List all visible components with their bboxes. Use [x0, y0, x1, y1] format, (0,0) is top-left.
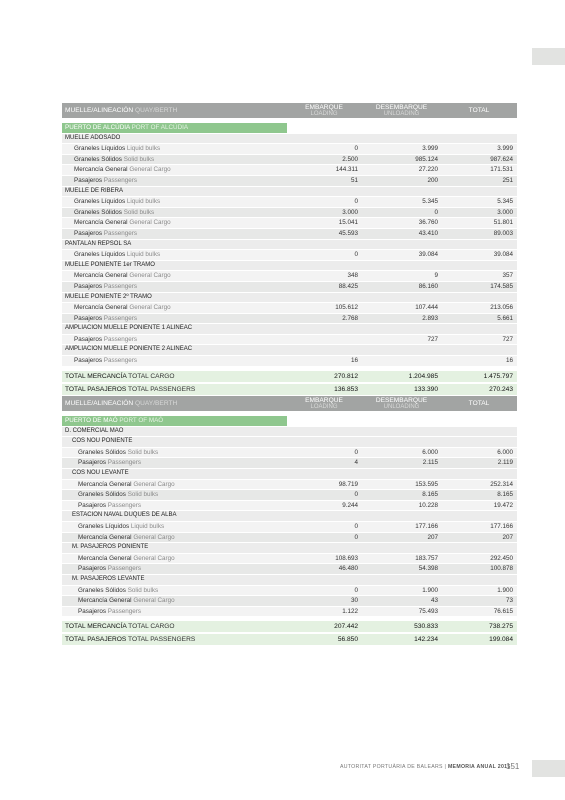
header-unloading: [362, 396, 442, 412]
row-label-en: General Cargo: [129, 219, 171, 227]
row-label-es: Mercancía General: [78, 597, 132, 605]
row-label-en: Passengers: [107, 607, 142, 615]
table-row: [62, 521, 517, 532]
row-label: [62, 553, 287, 564]
total-unloading-value: 530.833: [362, 621, 442, 634]
row-label-en: General Cargo: [129, 166, 171, 174]
unloading-value: 6.000: [362, 447, 442, 458]
total-label-es: TOTAL MERCANCÍA: [65, 372, 127, 380]
total-value: 6.000: [442, 447, 517, 458]
port-name-es: PUERTO DE MAÓ: [65, 417, 118, 424]
loading-value: 3.000: [287, 207, 362, 218]
table-header-row: [62, 396, 517, 412]
row-label-en: Passengers: [103, 176, 138, 184]
table-row: [62, 281, 517, 292]
port-name: [62, 123, 287, 134]
row-label-es: Graneles Líquidos: [74, 251, 126, 259]
row-label-es: Mercancía General: [74, 272, 128, 280]
unloading-value: 183.757: [362, 553, 442, 564]
table-row: [62, 532, 517, 543]
total-value: 39.084: [442, 250, 517, 261]
total-total-value: 199.084: [442, 633, 517, 646]
loading-value: 30: [287, 596, 362, 607]
total-value: 292.450: [442, 553, 517, 564]
group-row: [62, 543, 517, 554]
row-label: [62, 250, 287, 261]
row-label-es: Pasajeros: [74, 282, 103, 290]
group-name: AMPLIACIÓN MUELLE PONIENTE 2 ALINEAC: [62, 345, 287, 356]
loading-value: 105.612: [287, 303, 362, 314]
row-label-es: Graneles Sólidos: [78, 491, 126, 499]
total-value: 727: [442, 334, 517, 345]
row-label-en: Solid bulks: [127, 491, 159, 499]
row-label-es: Pasajeros: [78, 459, 107, 467]
row-label: [62, 521, 287, 532]
footer-report-title: MEMORIA ANUAL 2015: [447, 764, 511, 770]
total-value: 73: [442, 596, 517, 607]
row-label-en: Passengers: [103, 357, 138, 365]
unloading-value: 54.398: [362, 564, 442, 575]
group-name: MUELLE DE RIBERA: [62, 186, 287, 197]
row-label-es: Mercancía General: [74, 304, 128, 312]
row-label-en: Liquid bulks: [126, 198, 161, 206]
total-value: 51.801: [442, 218, 517, 229]
loading-value: 51: [287, 175, 362, 186]
unloading-value: 1.900: [362, 585, 442, 596]
row-label-es: Graneles Líquidos: [74, 145, 126, 153]
total-value: 171.531: [442, 165, 517, 176]
loading-value: 108.693: [287, 553, 362, 564]
loading-value: 0: [287, 144, 362, 155]
unloading-value: 43.410: [362, 228, 442, 239]
row-label-en: Liquid bulks: [130, 522, 165, 530]
table-row: [62, 165, 517, 176]
loading-value: 0: [287, 532, 362, 543]
header-total: [442, 103, 517, 119]
total-row: [62, 383, 517, 396]
header-total: [442, 396, 517, 412]
table-header-row: [62, 103, 517, 119]
total-value: 100.878: [442, 564, 517, 575]
footer-separator: |: [444, 764, 447, 770]
total-total-value: 1.475.797: [442, 370, 517, 383]
row-label: [62, 281, 287, 292]
table-row: [62, 458, 517, 469]
row-label-en: Solid bulks: [127, 586, 159, 594]
port-row: [62, 123, 517, 134]
loading-value: 15.041: [287, 218, 362, 229]
total-value: 251: [442, 175, 517, 186]
footer-org: AUTORITAT PORTUÀRIA DE BALEARS: [340, 764, 443, 770]
row-label: [62, 356, 287, 367]
port-name: [62, 416, 287, 427]
unloading-value: 727: [362, 334, 442, 345]
group-row: [62, 345, 517, 356]
loading-value: 348: [287, 271, 362, 282]
total-value: 19.472: [442, 500, 517, 511]
row-label: [62, 500, 287, 511]
group-row: [62, 511, 517, 522]
group-name: AMPLIACIÓN MUELLE PONIENTE 1 ALINEAC: [62, 324, 287, 335]
row-label: [62, 606, 287, 617]
unloading-value: 5.345: [362, 197, 442, 208]
total-total-value: 738.275: [442, 621, 517, 634]
group-name: M. PASAJEROS PONIENTE: [62, 543, 287, 554]
row-label-es: Pasajeros: [74, 229, 103, 237]
unloading-value: 200: [362, 175, 442, 186]
total-value: 213.056: [442, 303, 517, 314]
row-label-es: Pasajeros: [74, 176, 103, 184]
row-label-es: Graneles Líquidos: [78, 522, 130, 530]
row-label-es: Pasajeros: [74, 314, 103, 322]
unloading-value: 2.893: [362, 313, 442, 324]
loading-value: 0: [287, 447, 362, 458]
port-row: [62, 416, 517, 427]
row-label-en: Passengers: [107, 459, 142, 467]
total-label: [62, 621, 287, 634]
row-label: [62, 154, 287, 165]
total-loading-value: 136.853: [287, 383, 362, 396]
unloading-value: 36.760: [362, 218, 442, 229]
loading-value: 4: [287, 458, 362, 469]
header-unloading-es: DESEMBARQUE: [375, 396, 428, 404]
table-row: [62, 564, 517, 575]
header-quay: [62, 396, 287, 412]
header-loading-es: EMBARQUE: [305, 396, 343, 404]
unloading-value: 75.493: [362, 606, 442, 617]
row-label-en: Liquid bulks: [126, 251, 161, 259]
loading-value: [287, 334, 362, 345]
group-name: MUELLE PONIENTE 1er TRAMO: [62, 260, 287, 271]
unloading-value: 985.124: [362, 154, 442, 165]
row-label-es: Graneles Sólidos: [78, 586, 126, 594]
total-label-en: TOTAL PASSENGERS: [128, 636, 196, 644]
table-row: [62, 334, 517, 345]
row-label-en: Passengers: [107, 501, 142, 509]
table-row: [62, 197, 517, 208]
row-label-es: Mercancía General: [78, 480, 132, 488]
row-label: [62, 228, 287, 239]
row-label-es: Graneles Sólidos: [78, 448, 126, 456]
total-total-value: 270.243: [442, 383, 517, 396]
unloading-value: 10.228: [362, 500, 442, 511]
unloading-value: 177.166: [362, 521, 442, 532]
loading-value: 0: [287, 490, 362, 501]
total-label-es: TOTAL MERCANCÍA: [65, 623, 127, 631]
page-number: 151: [506, 762, 520, 771]
group-name: M. PASAJEROS LEVANTE: [62, 574, 287, 585]
header-loading: [287, 103, 362, 119]
row-label: [62, 313, 287, 324]
row-label-es: Pasajeros: [78, 607, 107, 615]
total-value: 16: [442, 356, 517, 367]
loading-value: 88.425: [287, 281, 362, 292]
loading-value: 2.500: [287, 154, 362, 165]
group-name: D. COMERCIAL MAÓ: [62, 426, 287, 437]
total-value: 5.661: [442, 313, 517, 324]
total-value: 3.000: [442, 207, 517, 218]
row-label-en: Passengers: [103, 335, 138, 343]
loading-value: 9.244: [287, 500, 362, 511]
total-value: 5.345: [442, 197, 517, 208]
row-label: [62, 479, 287, 490]
loading-value: 1.122: [287, 606, 362, 617]
group-row: [62, 260, 517, 271]
group-row: [62, 239, 517, 250]
group-row: [62, 574, 517, 585]
row-label-es: Pasajeros: [74, 335, 103, 343]
header-unloading-en: UNLOADING: [383, 110, 420, 117]
row-label-es: Pasajeros: [78, 565, 107, 573]
total-row: [62, 621, 517, 634]
total-value: 174.585: [442, 281, 517, 292]
row-label: [62, 271, 287, 282]
header-quay-en: QUAY/BERTH: [135, 107, 178, 114]
table-row: [62, 585, 517, 596]
group-row: [62, 324, 517, 335]
unloading-value: 107.444: [362, 303, 442, 314]
header-loading-es: EMBARQUE: [305, 103, 343, 111]
group-row: [62, 437, 517, 448]
total-value: 357: [442, 271, 517, 282]
row-label: [62, 218, 287, 229]
loading-value: 0: [287, 521, 362, 532]
group-name: COS NOU PONIENTE: [62, 437, 287, 448]
unloading-value: 2.115: [362, 458, 442, 469]
port-name-es: PUERTO DE ALCÚDIA: [65, 124, 130, 131]
row-label-es: Pasajeros: [78, 501, 107, 509]
table-row: [62, 218, 517, 229]
header-total-label: TOTAL: [468, 400, 490, 407]
total-row: [62, 633, 517, 646]
row-label-en: General Cargo: [133, 554, 175, 562]
loading-value: 16: [287, 356, 362, 367]
loading-value: 144.311: [287, 165, 362, 176]
row-label: [62, 197, 287, 208]
group-name: COS NOU LEVANTE: [62, 468, 287, 479]
row-label-en: General Cargo: [129, 272, 171, 280]
header-unloading-en: UNLOADING: [383, 403, 420, 410]
unloading-value: 9: [362, 271, 442, 282]
unloading-value: [362, 356, 442, 367]
port-name-en: PORT OF MAÓ: [119, 417, 164, 424]
row-label-en: General Cargo: [133, 597, 175, 605]
row-label-es: Mercancía General: [74, 166, 128, 174]
row-label-en: General Cargo: [129, 304, 171, 312]
loading-value: 0: [287, 250, 362, 261]
table-row: [62, 154, 517, 165]
header-unloading-es: DESEMBARQUE: [375, 103, 428, 111]
header-loading-en: LOADING: [310, 403, 338, 410]
total-label-es: TOTAL PASAJEROS: [65, 636, 127, 644]
table-row: [62, 303, 517, 314]
table-row: [62, 479, 517, 490]
row-label: [62, 334, 287, 345]
unloading-value: 43: [362, 596, 442, 607]
row-label: [62, 175, 287, 186]
loading-value: 2.768: [287, 313, 362, 324]
row-label-es: Mercancía General: [78, 533, 132, 541]
row-label-en: Solid bulks: [123, 208, 155, 216]
table-row: [62, 175, 517, 186]
header-quay-es: MUELLE/ALINEACIÓN: [65, 107, 134, 114]
total-value: 2.119: [442, 458, 517, 469]
header-unloading: [362, 103, 442, 119]
unloading-value: 27.220: [362, 165, 442, 176]
total-value: 987.624: [442, 154, 517, 165]
row-label-es: Mercancía General: [78, 554, 132, 562]
unloading-value: 207: [362, 532, 442, 543]
row-label: [62, 458, 287, 469]
group-name: MUELLE PONIENTE 2º TRAMO: [62, 292, 287, 303]
row-label-en: Passengers: [103, 282, 138, 290]
header-quay-es: MUELLE/ALINEACIÓN: [65, 400, 134, 407]
group-row: [62, 133, 517, 144]
total-loading-value: 207.442: [287, 621, 362, 634]
total-label: [62, 383, 287, 396]
total-unloading-value: 142.234: [362, 633, 442, 646]
row-label: [62, 303, 287, 314]
row-label: [62, 447, 287, 458]
table-row: [62, 356, 517, 367]
page-tab-marker-bottom: [532, 760, 565, 777]
page-tab-marker-top: [532, 48, 565, 65]
row-label-en: Solid bulks: [127, 448, 159, 456]
table-row: [62, 490, 517, 501]
header-loading: [287, 396, 362, 412]
group-row: [62, 292, 517, 303]
row-label-en: General Cargo: [133, 480, 175, 488]
total-label-en: TOTAL CARGO: [128, 372, 175, 380]
row-label: [62, 564, 287, 575]
row-label-en: General Cargo: [133, 533, 175, 541]
row-label-en: Passengers: [103, 314, 138, 322]
unloading-value: 86.160: [362, 281, 442, 292]
row-label-en: Passengers: [103, 229, 138, 237]
loading-value: 0: [287, 197, 362, 208]
group-name: PANTALÁN REPSOL SA: [62, 239, 287, 250]
total-value: 3.999: [442, 144, 517, 155]
loading-value: 45.593: [287, 228, 362, 239]
table-row: [62, 250, 517, 261]
table-row: [62, 144, 517, 155]
header-loading-en: LOADING: [310, 110, 338, 117]
unloading-value: 39.084: [362, 250, 442, 261]
group-name: MUELLE ADOSADO: [62, 133, 287, 144]
header-total-label: TOTAL: [468, 107, 490, 114]
group-row: [62, 468, 517, 479]
row-label-es: Graneles Sólidos: [74, 208, 122, 216]
group-name: ESTACIÓN NAVAL DUQUES DE ALBA: [62, 511, 287, 522]
total-value: 8.165: [442, 490, 517, 501]
table-row: [62, 313, 517, 324]
total-value: 76.615: [442, 606, 517, 617]
page-footer: [340, 764, 511, 770]
row-label-es: Mercancía General: [74, 219, 128, 227]
row-label-es: Graneles Líquidos: [74, 198, 126, 206]
total-value: 252.314: [442, 479, 517, 490]
table-row: [62, 271, 517, 282]
row-label-en: Passengers: [107, 565, 142, 573]
table-row: [62, 207, 517, 218]
header-quay-en: QUAY/BERTH: [135, 400, 178, 407]
table-row: [62, 500, 517, 511]
row-label: [62, 596, 287, 607]
loading-value: 46.480: [287, 564, 362, 575]
total-value: 207: [442, 532, 517, 543]
loading-value: 98.719: [287, 479, 362, 490]
loading-value: 0: [287, 585, 362, 596]
total-label-en: TOTAL PASSENGERS: [128, 385, 196, 393]
total-loading-value: 270.812: [287, 370, 362, 383]
total-unloading-value: 1.204.985: [362, 370, 442, 383]
alcudia-traffic-table: [62, 103, 517, 397]
unloading-value: 8.165: [362, 490, 442, 501]
port-name-en: PORT OF ALCÚDIA: [131, 124, 189, 131]
table-row: [62, 228, 517, 239]
row-label: [62, 165, 287, 176]
total-label: [62, 370, 287, 383]
table-row: [62, 447, 517, 458]
unloading-value: 153.595: [362, 479, 442, 490]
unloading-value: 3.999: [362, 144, 442, 155]
mao-traffic-table: [62, 396, 517, 647]
total-label-es: TOTAL PASAJEROS: [65, 385, 127, 393]
total-unloading-value: 133.390: [362, 383, 442, 396]
unloading-value: 0: [362, 207, 442, 218]
row-label-en: Liquid bulks: [126, 145, 161, 153]
table-row: [62, 606, 517, 617]
total-value: 177.166: [442, 521, 517, 532]
row-label-en: Solid bulks: [123, 155, 155, 163]
table-row: [62, 596, 517, 607]
header-quay: [62, 103, 287, 119]
total-label-en: TOTAL CARGO: [128, 623, 175, 631]
row-label: [62, 490, 287, 501]
total-label: [62, 633, 287, 646]
total-value: 89.003: [442, 228, 517, 239]
table-row: [62, 553, 517, 564]
total-value: 1.900: [442, 585, 517, 596]
row-label-es: Graneles Sólidos: [74, 155, 122, 163]
row-label-es: Pasajeros: [74, 357, 103, 365]
total-row: [62, 370, 517, 383]
row-label: [62, 585, 287, 596]
row-label: [62, 207, 287, 218]
row-label: [62, 144, 287, 155]
row-label: [62, 532, 287, 543]
total-loading-value: 56.850: [287, 633, 362, 646]
group-row: [62, 186, 517, 197]
group-row: [62, 426, 517, 437]
